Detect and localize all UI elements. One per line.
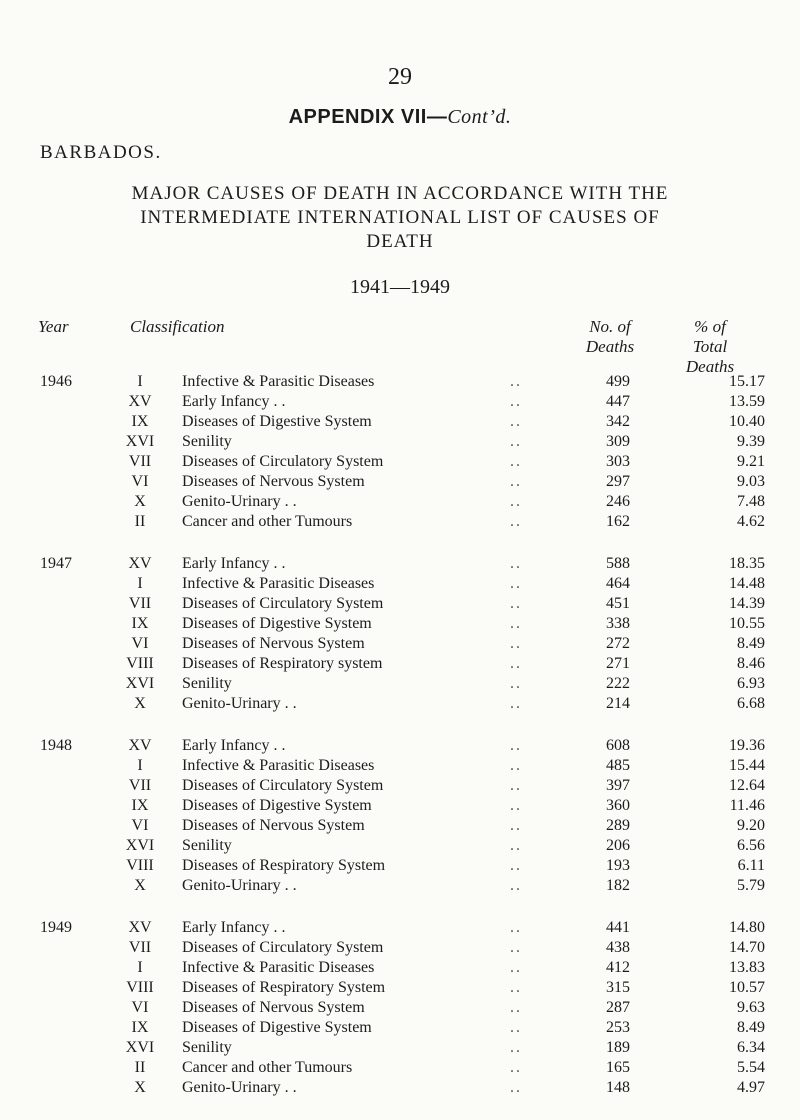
percent-cell: 6.34 bbox=[737, 1039, 765, 1056]
table-row bbox=[0, 392, 800, 412]
table-row bbox=[0, 736, 800, 756]
deaths-cell: 189 bbox=[606, 1039, 630, 1056]
leader-dots: .. bbox=[510, 473, 522, 490]
percent-cell: 19.36 bbox=[729, 737, 765, 754]
deaths-cell: 309 bbox=[606, 433, 630, 450]
leader-dots: .. bbox=[510, 393, 522, 410]
cause-cell: Genito-Urinary . . bbox=[182, 877, 297, 894]
percent-cell: 6.56 bbox=[737, 837, 765, 854]
classification-cell: IX bbox=[131, 1019, 149, 1036]
percent-cell: 8.46 bbox=[737, 655, 765, 672]
leader-dots: .. bbox=[510, 979, 522, 996]
deaths-cell: 464 bbox=[606, 575, 630, 592]
deaths-cell: 360 bbox=[606, 797, 630, 814]
leader-dots: .. bbox=[510, 959, 522, 976]
percent-cell: 11.46 bbox=[729, 797, 765, 814]
percent-cell: 7.48 bbox=[737, 493, 765, 510]
leader-dots: .. bbox=[510, 1039, 522, 1056]
leader-dots: .. bbox=[510, 797, 522, 814]
percent-cell: 18.35 bbox=[729, 555, 765, 572]
title-line-2: INTERMEDIATE INTERNATIONAL LIST OF CAUSES OF bbox=[140, 207, 660, 228]
cause-cell: Genito-Urinary . . bbox=[182, 493, 297, 510]
classification-cell: I bbox=[137, 373, 143, 390]
percent-cell: 5.79 bbox=[737, 877, 765, 894]
classification-cell: X bbox=[134, 493, 146, 510]
percent-cell: 8.49 bbox=[737, 1019, 765, 1036]
table-row bbox=[0, 978, 800, 998]
classification-cell: VIII bbox=[126, 979, 154, 996]
classification-cell: VIII bbox=[126, 655, 154, 672]
table-row bbox=[0, 452, 800, 472]
appendix-suffix: Cont’d. bbox=[447, 106, 512, 128]
table-row bbox=[0, 876, 800, 896]
deaths-cell: 287 bbox=[606, 999, 630, 1016]
table-row bbox=[0, 614, 800, 634]
appendix-label: APPENDIX VII— bbox=[288, 106, 448, 128]
cause-cell: Early Infancy . . bbox=[182, 919, 286, 936]
cause-cell: Infective & Parasitic Diseases bbox=[182, 575, 375, 592]
table-row bbox=[0, 694, 800, 714]
table-row bbox=[0, 1078, 800, 1098]
percent-cell: 12.64 bbox=[729, 777, 765, 794]
leader-dots: .. bbox=[510, 817, 522, 834]
header-percent-line: % of bbox=[694, 317, 726, 336]
deaths-cell: 451 bbox=[606, 595, 630, 612]
classification-cell: X bbox=[134, 695, 146, 712]
percent-cell: 10.57 bbox=[729, 979, 765, 996]
leader-dots: .. bbox=[510, 575, 522, 592]
deaths-cell: 182 bbox=[606, 877, 630, 894]
percent-cell: 6.93 bbox=[737, 675, 765, 692]
leader-dots: .. bbox=[510, 999, 522, 1016]
year-cell: 1946 bbox=[40, 373, 72, 390]
classification-cell: XVI bbox=[125, 1039, 155, 1056]
leader-dots: .. bbox=[510, 1059, 522, 1076]
classification-cell: IX bbox=[131, 615, 149, 632]
country-name: BARBADOS. bbox=[40, 142, 162, 163]
table-row bbox=[0, 1018, 800, 1038]
leader-dots: .. bbox=[510, 877, 522, 894]
cause-cell: Genito-Urinary . . bbox=[182, 695, 297, 712]
deaths-cell: 148 bbox=[606, 1079, 630, 1096]
cause-cell: Cancer and other Tumours bbox=[182, 513, 353, 530]
cause-cell: Diseases of Respiratory system bbox=[182, 655, 383, 672]
table-row bbox=[0, 412, 800, 432]
deaths-cell: 246 bbox=[606, 493, 630, 510]
deaths-cell: 338 bbox=[606, 615, 630, 632]
leader-dots: .. bbox=[510, 433, 522, 450]
deaths-cell: 303 bbox=[606, 453, 630, 470]
column-header-classification: Classification bbox=[130, 317, 225, 336]
classification-cell: VI bbox=[131, 999, 149, 1016]
leader-dots: .. bbox=[510, 373, 522, 390]
cause-cell: Diseases of Circulatory System bbox=[182, 453, 384, 470]
header-deaths-line: Deaths bbox=[585, 337, 635, 356]
header-percent-line: Total bbox=[692, 337, 728, 356]
table-row bbox=[0, 372, 800, 392]
leader-dots: .. bbox=[510, 453, 522, 470]
causes-of-death-table bbox=[0, 372, 800, 1120]
table-row bbox=[0, 796, 800, 816]
appendix-heading bbox=[0, 106, 800, 129]
percent-cell: 9.63 bbox=[737, 999, 765, 1016]
cause-cell: Infective & Parasitic Diseases bbox=[182, 757, 375, 774]
period-heading: 1941—1949 bbox=[350, 276, 450, 298]
table-row bbox=[0, 998, 800, 1018]
cause-cell: Diseases of Digestive System bbox=[182, 1019, 372, 1036]
leader-dots: .. bbox=[510, 413, 522, 430]
deaths-cell: 253 bbox=[606, 1019, 630, 1036]
deaths-cell: 315 bbox=[606, 979, 630, 996]
page-number: 29 bbox=[388, 64, 412, 90]
cause-cell: Early Infancy . . bbox=[182, 393, 286, 410]
classification-cell: I bbox=[137, 575, 143, 592]
cause-cell: Diseases of Nervous System bbox=[182, 473, 365, 490]
deaths-cell: 222 bbox=[606, 675, 630, 692]
cause-cell: Diseases of Circulatory System bbox=[182, 939, 384, 956]
classification-cell: IX bbox=[131, 413, 149, 430]
cause-cell: Early Infancy . . bbox=[182, 737, 286, 754]
cause-cell: Diseases of Nervous System bbox=[182, 999, 365, 1016]
table-row bbox=[0, 574, 800, 594]
cause-cell: Early Infancy . . bbox=[182, 555, 286, 572]
year-group-3 bbox=[0, 918, 800, 1098]
deaths-cell: 485 bbox=[606, 757, 630, 774]
year-group-0 bbox=[0, 372, 800, 532]
title-line-3: DEATH bbox=[366, 231, 434, 252]
percent-cell: 14.80 bbox=[729, 919, 765, 936]
leader-dots: .. bbox=[510, 757, 522, 774]
classification-cell: XVI bbox=[125, 433, 155, 450]
table-row bbox=[0, 756, 800, 776]
classification-cell: X bbox=[134, 1079, 146, 1096]
classification-cell: VII bbox=[128, 939, 152, 956]
classification-cell: I bbox=[137, 959, 143, 976]
deaths-cell: 441 bbox=[606, 919, 630, 936]
percent-cell: 9.21 bbox=[737, 453, 765, 470]
table-row bbox=[0, 938, 800, 958]
percent-cell: 14.39 bbox=[729, 595, 765, 612]
classification-cell: XVI bbox=[125, 837, 155, 854]
percent-cell: 6.11 bbox=[737, 857, 765, 874]
table-row bbox=[0, 836, 800, 856]
deaths-cell: 342 bbox=[606, 413, 630, 430]
table-row bbox=[0, 816, 800, 836]
deaths-cell: 447 bbox=[606, 393, 630, 410]
classification-cell: II bbox=[134, 513, 146, 530]
classification-cell: XV bbox=[128, 393, 152, 410]
classification-cell: XV bbox=[128, 737, 152, 754]
deaths-cell: 397 bbox=[606, 777, 630, 794]
leader-dots: .. bbox=[510, 615, 522, 632]
percent-cell: 15.17 bbox=[729, 373, 765, 390]
deaths-cell: 214 bbox=[606, 695, 630, 712]
cause-cell: Diseases of Respiratory System bbox=[182, 857, 386, 874]
table-row bbox=[0, 856, 800, 876]
percent-cell: 5.54 bbox=[737, 1059, 765, 1076]
table-row bbox=[0, 918, 800, 938]
leader-dots: .. bbox=[510, 493, 522, 510]
table-row bbox=[0, 634, 800, 654]
percent-cell: 13.59 bbox=[729, 393, 765, 410]
deaths-cell: 297 bbox=[606, 473, 630, 490]
table-row bbox=[0, 958, 800, 978]
percent-cell: 9.03 bbox=[737, 473, 765, 490]
leader-dots: .. bbox=[510, 675, 522, 692]
classification-cell: VII bbox=[128, 453, 152, 470]
cause-cell: Senility bbox=[182, 1039, 232, 1056]
cause-cell: Diseases of Digestive System bbox=[182, 413, 372, 430]
classification-cell: II bbox=[134, 1059, 146, 1076]
year-cell: 1949 bbox=[40, 919, 72, 936]
leader-dots: .. bbox=[510, 595, 522, 612]
deaths-cell: 162 bbox=[606, 513, 630, 530]
document-title bbox=[0, 182, 800, 254]
leader-dots: .. bbox=[510, 555, 522, 572]
year-group-2 bbox=[0, 736, 800, 896]
table-row bbox=[0, 512, 800, 532]
table-row bbox=[0, 1038, 800, 1058]
table-row bbox=[0, 776, 800, 796]
deaths-cell: 608 bbox=[606, 737, 630, 754]
classification-cell: XV bbox=[128, 919, 152, 936]
classification-cell: VII bbox=[128, 595, 152, 612]
classification-cell: IX bbox=[131, 797, 149, 814]
cause-cell: Diseases of Respiratory System bbox=[182, 979, 386, 996]
classification-cell: VII bbox=[128, 777, 152, 794]
deaths-cell: 165 bbox=[606, 1059, 630, 1076]
classification-cell: X bbox=[134, 877, 146, 894]
leader-dots: .. bbox=[510, 919, 522, 936]
table-row bbox=[0, 654, 800, 674]
table-row bbox=[0, 674, 800, 694]
leader-dots: .. bbox=[510, 1079, 522, 1096]
column-header-year: Year bbox=[38, 317, 69, 336]
percent-cell: 13.83 bbox=[729, 959, 765, 976]
classification-cell: VI bbox=[131, 473, 149, 490]
cause-cell: Senility bbox=[182, 837, 232, 854]
column-header-percent bbox=[660, 317, 760, 377]
leader-dots: .. bbox=[510, 777, 522, 794]
deaths-cell: 438 bbox=[606, 939, 630, 956]
cause-cell: Infective & Parasitic Diseases bbox=[182, 373, 375, 390]
deaths-cell: 193 bbox=[606, 857, 630, 874]
percent-cell: 14.70 bbox=[729, 939, 765, 956]
cause-cell: Genito-Urinary . . bbox=[182, 1079, 297, 1096]
percent-cell: 4.62 bbox=[737, 513, 765, 530]
title-line-1: MAJOR CAUSES OF DEATH IN ACCORDANCE WITH THE bbox=[131, 183, 669, 204]
percent-cell: 14.48 bbox=[729, 575, 765, 592]
cause-cell: Senility bbox=[182, 675, 232, 692]
deaths-cell: 499 bbox=[606, 373, 630, 390]
cause-cell: Diseases of Nervous System bbox=[182, 635, 365, 652]
leader-dots: .. bbox=[510, 1019, 522, 1036]
percent-cell: 8.49 bbox=[737, 635, 765, 652]
deaths-cell: 289 bbox=[606, 817, 630, 834]
leader-dots: .. bbox=[510, 837, 522, 854]
cause-cell: Diseases of Digestive System bbox=[182, 615, 372, 632]
classification-cell: XV bbox=[128, 555, 152, 572]
classification-cell: VIII bbox=[126, 857, 154, 874]
table-row bbox=[0, 1058, 800, 1078]
cause-cell: Senility bbox=[182, 433, 232, 450]
year-cell: 1947 bbox=[40, 555, 72, 572]
leader-dots: .. bbox=[510, 655, 522, 672]
year-cell: 1948 bbox=[40, 737, 72, 754]
cause-cell: Infective & Parasitic Diseases bbox=[182, 959, 375, 976]
cause-cell: Diseases of Circulatory System bbox=[182, 777, 384, 794]
classification-cell: VI bbox=[131, 635, 149, 652]
deaths-cell: 271 bbox=[606, 655, 630, 672]
leader-dots: .. bbox=[510, 939, 522, 956]
cause-cell: Cancer and other Tumours bbox=[182, 1059, 353, 1076]
table-row bbox=[0, 554, 800, 574]
percent-cell: 9.39 bbox=[737, 433, 765, 450]
table-row bbox=[0, 492, 800, 512]
leader-dots: .. bbox=[510, 737, 522, 754]
table-row bbox=[0, 594, 800, 614]
leader-dots: .. bbox=[510, 635, 522, 652]
header-percent-line: Deaths bbox=[685, 357, 735, 376]
percent-cell: 6.68 bbox=[737, 695, 765, 712]
cause-cell: Diseases of Digestive System bbox=[182, 797, 372, 814]
column-header-deaths bbox=[560, 317, 660, 357]
percent-cell: 10.40 bbox=[729, 413, 765, 430]
deaths-cell: 206 bbox=[606, 837, 630, 854]
cause-cell: Diseases of Nervous System bbox=[182, 817, 365, 834]
classification-cell: XVI bbox=[125, 675, 155, 692]
leader-dots: .. bbox=[510, 513, 522, 530]
leader-dots: .. bbox=[510, 695, 522, 712]
table-row bbox=[0, 432, 800, 452]
percent-cell: 4.97 bbox=[737, 1079, 765, 1096]
deaths-cell: 588 bbox=[606, 555, 630, 572]
year-group-1 bbox=[0, 554, 800, 714]
percent-cell: 15.44 bbox=[729, 757, 765, 774]
leader-dots: .. bbox=[510, 857, 522, 874]
classification-cell: I bbox=[137, 757, 143, 774]
header-deaths-line: No. of bbox=[589, 317, 631, 336]
table-row bbox=[0, 472, 800, 492]
percent-cell: 10.55 bbox=[729, 615, 765, 632]
deaths-cell: 272 bbox=[606, 635, 630, 652]
deaths-cell: 412 bbox=[606, 959, 630, 976]
cause-cell: Diseases of Circulatory System bbox=[182, 595, 384, 612]
percent-cell: 9.20 bbox=[737, 817, 765, 834]
classification-cell: VI bbox=[131, 817, 149, 834]
